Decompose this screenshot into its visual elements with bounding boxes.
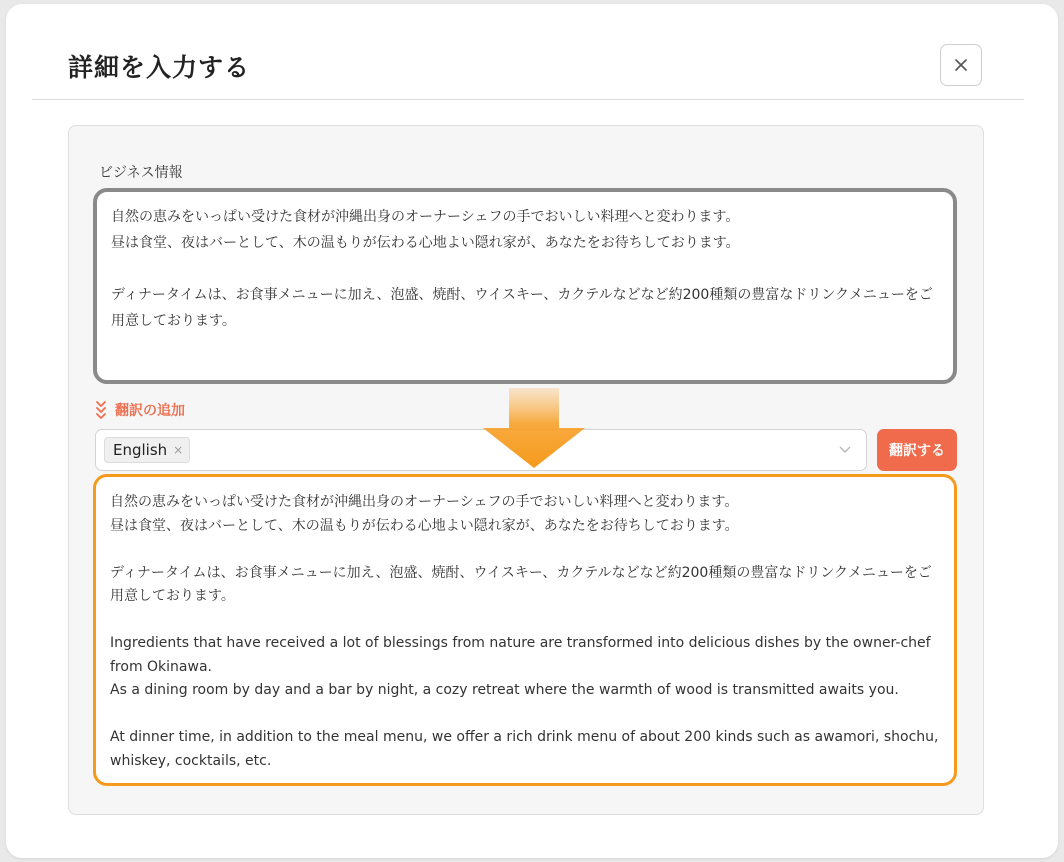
business-info-textarea[interactable]: 自然の恵みをいっぱい受けた食材が沖縄出身のオーナーシェフの手でおいしい料理へと変わります。 昼は食堂、夜はバーとして、木の温もりが伝わる心地よい隠れ家が、あなたをお待ちしております。 ディナータイムは、お食事メニューに加え、泡盛、焼酎、ウイスキー、カクテルなどなど約200種類の豊富なドリンクメニューをご用意しております。 — [93, 188, 957, 384]
translate-button[interactable]: 翻訳する — [877, 429, 957, 471]
double-chevron-down-icon — [95, 400, 107, 420]
business-info-panel — [68, 125, 984, 815]
language-tag — [104, 437, 190, 463]
business-info-label: ビジネス情報 — [99, 165, 183, 181]
modal-dialog — [6, 4, 1058, 858]
translation-result-textarea[interactable]: 自然の恵みをいっぱい受けた食材が沖縄出身のオーナーシェフの手でおいしい料理へと変わります。 昼は食堂、夜はバーとして、木の温もりが伝わる心地よい隠れ家が、あなたをお待ちしております。 ディナータイムは、お食事メニューに加え、泡盛、焼酎、ウイスキー、カクテルなどなど約200種類の豊富なドリンクメニューをご用意しております。 Ingredients that have received a lot of blessings from nature are transformed into delicious dishes by the owner-chef from Okinawa. As a dining room by day and a bar by night, a cozy retreat where the warmth of wood is transmitted awaits you. At dinner time, in addition to the meal menu, we offer a rich drink menu of about 200 kinds such as awamori, shochu, whiskey, cocktails, etc. — [93, 474, 957, 786]
add-translation-label: 翻訳の追加 — [115, 403, 185, 419]
modal-title: 詳細を入力する — [68, 53, 251, 82]
tag-remove-icon[interactable]: × — [173, 443, 184, 457]
close-button[interactable] — [940, 44, 982, 86]
close-icon — [954, 58, 968, 72]
arrow-down-icon — [479, 388, 589, 470]
language-tag-label: English — [113, 441, 168, 459]
header-divider — [32, 99, 1024, 100]
chevron-down-icon — [838, 442, 852, 456]
add-translation-toggle[interactable] — [95, 400, 185, 420]
